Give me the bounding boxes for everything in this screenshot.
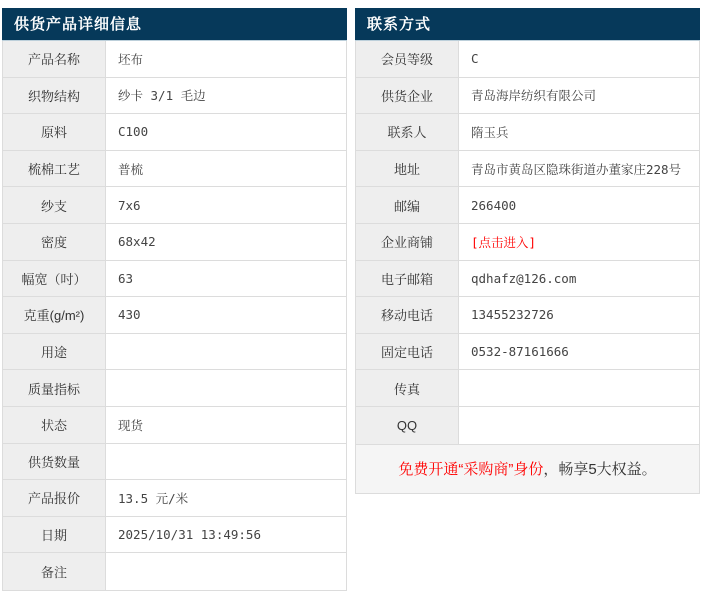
table-row — [3, 553, 346, 590]
table-row — [3, 224, 346, 261]
row-value: 7x6 — [118, 197, 141, 213]
row-value: C — [471, 51, 479, 67]
row-value — [459, 407, 699, 444]
shop-enter-link[interactable]: [点击进入] — [471, 234, 537, 250]
table-row — [356, 407, 699, 444]
row-label: 产品名称 — [3, 41, 106, 77]
row-label: 织物结构 — [3, 78, 106, 114]
row-label: QQ — [356, 407, 459, 444]
row-value — [106, 370, 346, 406]
table-row — [3, 334, 346, 371]
row-value: 隋玉兵 — [471, 124, 509, 140]
row-value: 青岛市黄岛区隐珠街道办董家庄228号 — [471, 161, 682, 177]
row-value: 68x42 — [118, 234, 156, 250]
table-row — [3, 407, 346, 444]
contact-info-body — [355, 41, 700, 445]
row-label: 用途 — [3, 334, 106, 370]
table-row — [3, 151, 346, 188]
row-value — [459, 370, 699, 406]
row-value: 0532-87161666 — [471, 344, 569, 360]
table-row — [3, 41, 346, 78]
row-label: 移动电话 — [356, 297, 459, 333]
table-row — [356, 297, 699, 334]
row-value: 纱卡 3/1 毛边 — [118, 88, 206, 104]
product-detail-title: 供货产品详细信息 — [2, 8, 347, 41]
row-label: 联系人 — [356, 114, 459, 150]
table-row — [3, 517, 346, 554]
row-label: 地址 — [356, 151, 459, 187]
table-row — [3, 444, 346, 481]
row-label: 幅宽（吋） — [3, 261, 106, 297]
product-detail-body — [2, 41, 347, 591]
buyer-upgrade-link[interactable]: 免费开通“采购商”身份 — [398, 461, 544, 479]
table-row — [356, 370, 699, 407]
row-label: 状态 — [3, 407, 106, 443]
table-row — [356, 334, 699, 371]
buyer-upgrade-rest: ，畅享5大权益。 — [543, 461, 657, 479]
row-label: 原料 — [3, 114, 106, 150]
buyer-upgrade-notice — [355, 445, 700, 494]
row-label: 传真 — [356, 370, 459, 406]
row-label: 克重(g/m²) — [3, 297, 106, 333]
row-value: 现货 — [118, 417, 144, 433]
row-label: 电子邮箱 — [356, 261, 459, 297]
row-label: 企业商铺 — [356, 224, 459, 260]
table-row — [356, 261, 699, 298]
table-row — [3, 114, 346, 151]
row-value: C100 — [118, 124, 149, 140]
table-row — [3, 261, 346, 298]
row-label: 供货数量 — [3, 444, 106, 480]
row-label: 密度 — [3, 224, 106, 260]
row-value: 13.5 元/米 — [118, 490, 189, 506]
row-label: 邮编 — [356, 187, 459, 223]
row-value: 2025/10/31 13:49:56 — [118, 527, 261, 543]
row-value — [106, 334, 346, 370]
row-value: 青岛海岸纺织有限公司 — [471, 88, 597, 104]
table-row — [356, 78, 699, 115]
table-row — [3, 297, 346, 334]
table-row — [356, 187, 699, 224]
row-label: 供货企业 — [356, 78, 459, 114]
table-row — [356, 224, 699, 261]
table-row — [356, 114, 699, 151]
row-label: 日期 — [3, 517, 106, 553]
contact-info-title: 联系方式 — [355, 8, 700, 41]
row-value: 63 — [118, 270, 134, 286]
table-row — [3, 187, 346, 224]
row-value: 13455232726 — [471, 307, 554, 323]
row-label: 纱支 — [3, 187, 106, 223]
row-label: 产品报价 — [3, 480, 106, 516]
table-row — [3, 78, 346, 115]
row-value — [106, 444, 346, 480]
row-value — [106, 553, 346, 590]
product-detail-table — [2, 8, 347, 591]
table-row — [356, 151, 699, 188]
row-value: 普梳 — [118, 161, 144, 177]
row-value: 坯布 — [118, 51, 144, 67]
row-label: 会员等级 — [356, 41, 459, 77]
table-row — [3, 480, 346, 517]
row-value: 430 — [118, 307, 141, 323]
row-label: 备注 — [3, 553, 106, 590]
row-label: 梳棉工艺 — [3, 151, 106, 187]
contact-info-table — [355, 8, 700, 591]
table-row — [356, 41, 699, 78]
row-label: 质量指标 — [3, 370, 106, 406]
row-value: 266400 — [471, 197, 517, 213]
row-value: qdhafz@126.com — [471, 270, 577, 286]
table-row — [3, 370, 346, 407]
row-label: 固定电话 — [356, 334, 459, 370]
